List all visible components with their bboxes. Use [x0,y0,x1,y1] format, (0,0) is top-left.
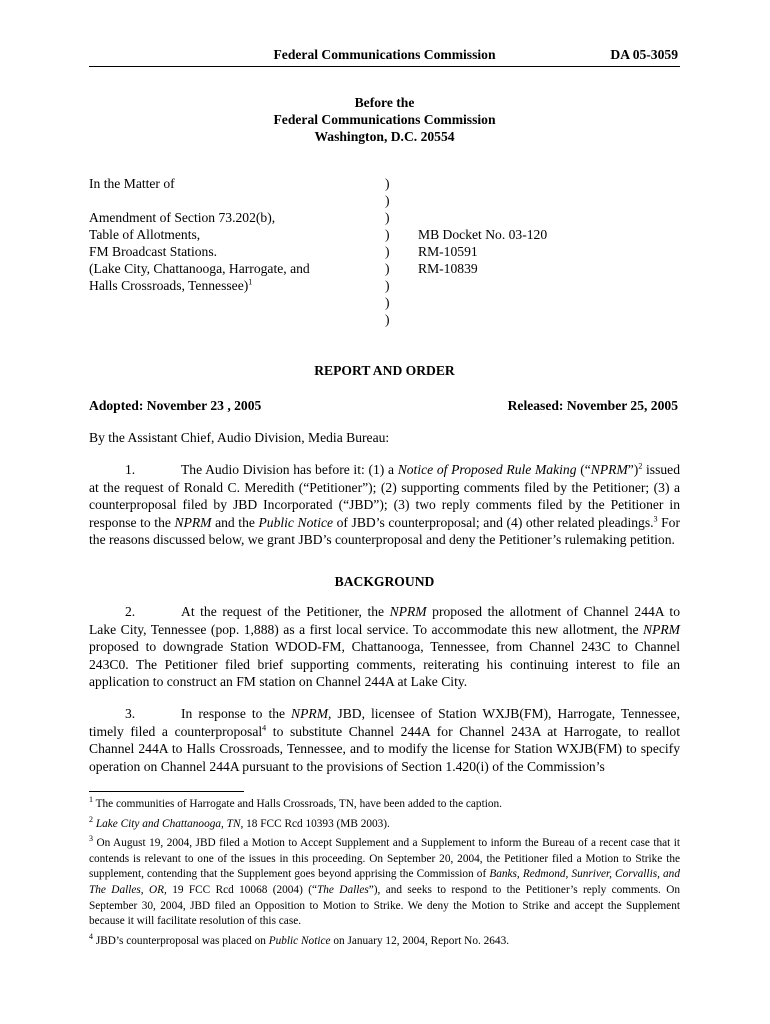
caption-line: Table of Allotments, [89,227,201,242]
header-doc-number: DA 05-3059 [610,47,678,62]
footnote-4: $^4$ JBD’s counterproposal was placed on Public Notice on January 12, 2004, Report No. 2643. [89,931,510,947]
document-title: REPORT AND ORDER [314,363,455,378]
rm-number: RM-10839 [418,261,478,276]
paragraph-2: 2. At the request of the Petitioner, the NPRM proposed the allotment of Channel 244A to Lake City, Tennessee (pop. 1,888) as a first local service. To accommodate this new allotment, the NPRM proposed to downgrade Station WDOD-FM, Chattanooga, Tennessee, from Channel 243C to Channel 243C0. The Petitioner filed brief supporting comments, reiterating his continuing interest to file an application to construct an FM station on Channel 244A at Lake City. [89,604,680,689]
before-block [89,94,680,145]
caption-line: FM Broadcast Stations. [89,244,218,259]
footnote-ref[interactable]: 4 [262,722,267,732]
docket-block [418,226,547,277]
footnote-ref[interactable]: 2 [638,461,643,471]
docket-number: MB Docket No. 03-120 [418,227,548,242]
caption-parens: ) ) ) ) ) ) ) ) ) [385,176,390,327]
authority-line: By the Assistant Chief, Audio Division, Media Bureau: [89,430,390,445]
released-date: Released: November 25, 2005 [507,398,678,413]
section-heading-background: BACKGROUND [334,574,435,589]
footnote-2: $^2$ Lake City and Chattanooga, TN, 18 FCC Rcd 10393 (MB 2003). [89,814,390,830]
dates-row [89,398,680,414]
matter-label: In the Matter of [89,176,175,191]
footnotes [89,797,680,953]
footnote-divider [89,791,244,792]
footnote-3: $^3$ On August 19, 2004, JBD filed a Motion to Accept Supplement and a Supplement to inform the Bureau of a recent case that it contends is relevant to one of the issues in this proceeding. On September 20, 2004, the Petitioner filed a Motion to Strike the supplement, contending that the Supplement goes beyond apprising the Commission of Banks, Redmond, Sunriver, Corvallis, and The Dalles, OR, 19 FCC Rcd 10068 (2004) (“The Dalles”), and seeks to respond to the Petitioner’s reply comments. On September 30, 2004, JBD filed an Opposition to Motion to Strike. We deny the Motion to Strike and accept the Supplement because it will facilitate resolution of this case. [89,834,681,928]
commission-location: Washington, D.C. 20554 [314,129,455,144]
caption-line: (Lake City, Chattanooga, Harrogate, and [89,261,310,276]
rm-number: RM-10591 [418,244,478,259]
footnote-1: $^1$ The communities of Harrogate and Halls Crossroads, TN, have been added to the caption. [89,795,502,810]
caption-line: Halls Crossroads, Tennessee)$^1$ [89,277,253,293]
before-line: Before the [354,95,415,110]
commission-name: Federal Communications Commission [273,112,496,127]
caption-line: Amendment of Section 73.202(b), [89,210,276,225]
case-caption [89,175,379,294]
adopted-date: Adopted: November 23 , 2005 [89,398,262,413]
paragraph-3: 3. In response to the NPRM, JBD, licensee of Station WXJB(FM), Harrogate, Tennessee, timely filed a counterproposal$^4$ to substitute Channel 244A for Channel 243A at Harrogate, to reallot Channel 244A to Halls Crossroads, Tennessee, and to modify the license for Station WXJB(FM) to specify operation on Channel 244A pursuant to the provisions of Section 1.420(i) of the Commission’s [89,706,681,774]
paragraph-number: 3. [125,706,136,721]
paragraph-1: 1. The Audio Division has before it: (1) a Notice of Proposed Rule Making (“NPRM”)$^2$ issued at the request of Ronald C. Meredith (“Petitioner”); (2) supporting comments filed by the Petitioner; (3) a counterproposal filed by JBD Incorporated (“JBD”); (3) two reply comments filed by the Petitioner in response to the NPRM and the Public Notice of JBD’s counterproposal; and (4) other related pleadings.$^3$ For the reasons discussed below, we grant JBD’s counterproposal and deny the Petitioner’s rulemaking petition. [89,461,680,547]
footnote-ref[interactable]: 1 [248,277,253,287]
header-agency: Federal Communications Commission [273,47,496,62]
paragraph-number: 1. [125,462,136,477]
running-header [89,47,680,67]
footnote-ref[interactable]: 3 [653,513,658,523]
paragraph-number: 2. [125,604,136,619]
